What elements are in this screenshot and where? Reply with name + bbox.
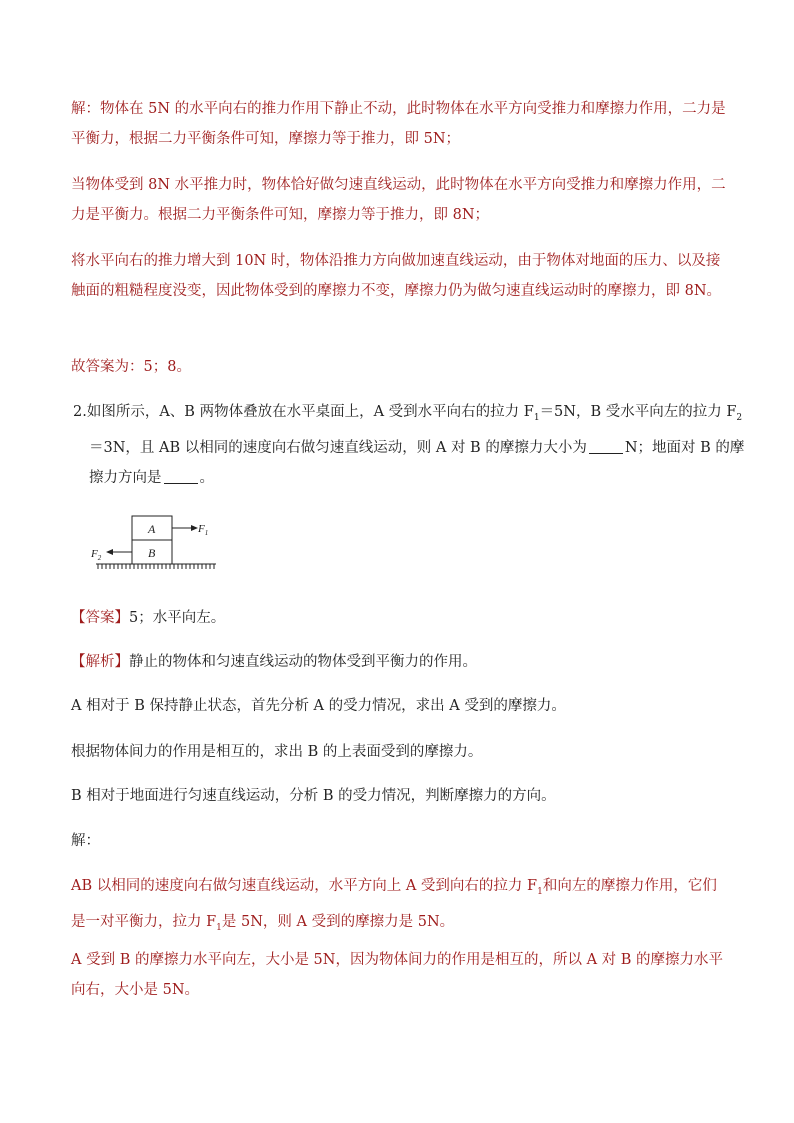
label-f1: $F_1$ [198, 523, 209, 537]
solution1-paragraph-1: 解：物体在 5N 的水平向右的推力作用下静止不动，此时物体在水平方向受推力和摩擦力作用，二力是平衡力，根据二力平衡条件可知，摩擦力等于推力，即 5N； [71, 101, 726, 147]
solution1-paragraph-2: 当物体受到 8N 水平推力时，物体恰好做匀速直线运动，此时物体在水平方向受推力和摩擦力作用，二力是平衡力。根据二力平衡条件可知，摩擦力等于推力，即 8N； [71, 177, 726, 223]
label-f2: $F_2$ [91, 548, 102, 562]
analysis-step-3: B 相对于地面进行匀速直线运动，分析 B 的受力情况，判断摩擦力的方向。 [71, 788, 556, 804]
force-f2-arrowhead [106, 549, 113, 555]
solution1-answer: 故答案为：5；8。 [71, 359, 191, 375]
ground-hatching [98, 564, 214, 569]
analysis-tag: 【解析】 [71, 654, 129, 670]
answer-blank-1 [589, 439, 623, 454]
analysis-step-2: 根据物体间力的作用是相互的，求出 B 的上表面受到的摩擦力。 [71, 744, 483, 760]
analysis-step-1: A 相对于 B 保持静止状态，首先分析 A 的受力情况，求出 A 受到的摩擦力。 [71, 698, 566, 714]
answer-line: 【答案】5；水平向左。 [71, 610, 226, 626]
force-diagram [86, 511, 226, 581]
question-2-text: 2.如图所示，A、B 两物体叠放在水平桌面上，A 受到水平向右的拉力 $F_1=5N$，B 受水平向左的拉力 $F_2=3N$，且 AB 以相同的速度向右做匀速直线运动，则 A 对 B 的摩擦力大小为 N；地面对 B 的摩擦力方向是 。 [73, 404, 745, 486]
solution2-paragraph-2: A 受到 B 的摩擦力水平向左，大小是 5N，因为物体间力的作用是相互的，所以 A 对 B 的摩擦力水平向右，大小是 5N。 [71, 952, 724, 998]
label-a: A [148, 522, 156, 536]
solution1-paragraph-3: 将水平向右的推力增大到 10N 时，物体沿推力方向做加速直线运动，由于物体对地面的压力、以及接触面的粗糙程度没变，因此物体受到的摩擦力不变，摩擦力仍为做匀速直线运动时的摩擦力，即 8N。 [71, 253, 722, 299]
label-b: B [148, 546, 156, 560]
analysis-line: 【解析】静止的物体和匀速直线运动的物体受到平衡力的作用。 [71, 654, 477, 670]
answer-blank-2 [164, 469, 198, 484]
analysis-solve-label: 解： [71, 833, 100, 849]
answer-tag: 【答案】 [71, 610, 129, 626]
solution2-paragraph-1: AB 以相同的速度向右做匀速直线运动，水平方向上 A 受到向右的拉力 $F_1$和向左的摩擦力作用，它们是一对平衡力，拉力 $F_1$是 5N，则 A 受到的摩擦力是 5N。 [71, 878, 717, 933]
force-f1-arrowhead [191, 525, 198, 531]
